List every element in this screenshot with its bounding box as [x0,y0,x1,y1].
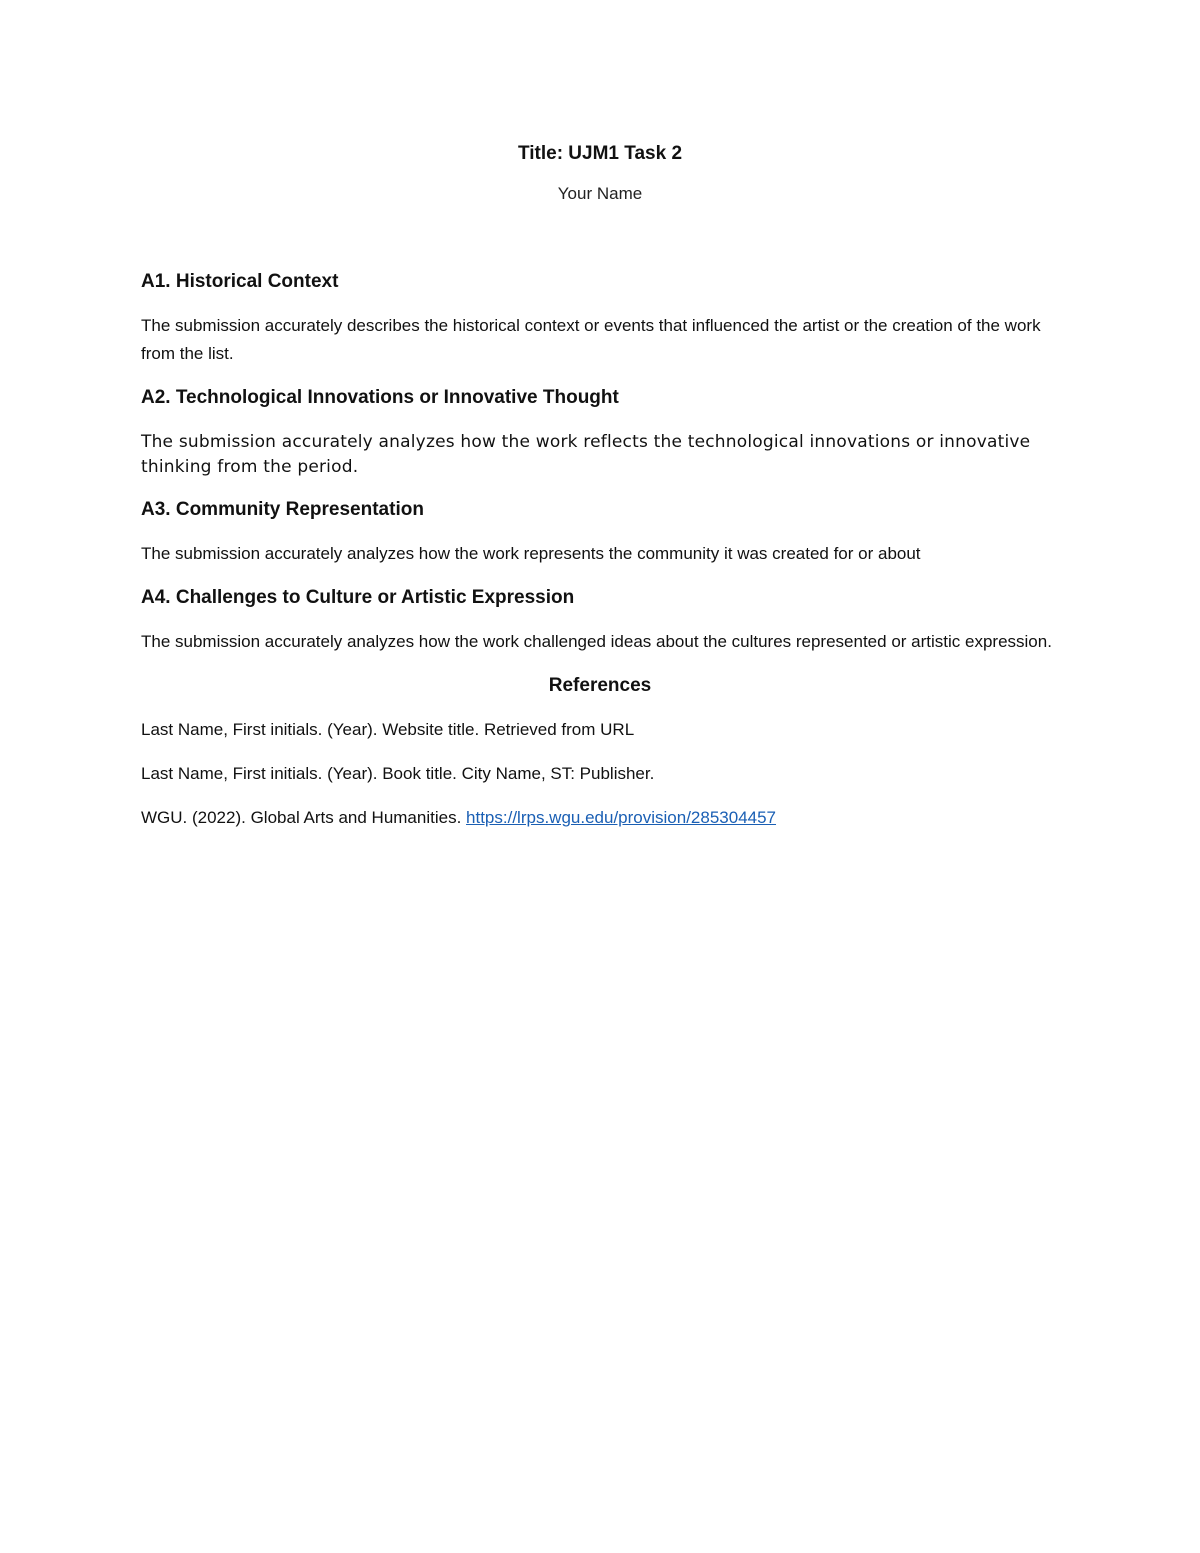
section-heading-a3: A3. Community Representation [141,499,424,520]
reference-entry-wgu [141,804,1059,832]
reference-link[interactable]: https://lrps.wgu.edu/provision/285304457 [466,808,777,827]
references-heading: References [548,675,652,696]
document-content [141,138,1059,832]
section-body-a4: The submission accurately analyzes how the work challenged ideas about the cultures represented or artistic expression. [141,632,1052,651]
section-body-a3: The submission accurately analyzes how the work represents the community it was created for or about [141,544,921,563]
section-heading-a2: A2. Technological Innovations or Innovative Thought [141,387,619,408]
author-name: Your Name [557,184,643,203]
reference-entry-website: Last Name, First initials. (Year). Website title. Retrieved from URL [141,720,635,739]
document-title: Title: UJM1 Task 2 [517,143,683,164]
reference-entry-book: Last Name, First initials. (Year). Book title. City Name, ST: Publisher. [141,764,655,783]
reference-wgu-text: WGU. (2022). Global Arts and Humanities. [141,808,467,827]
section-body-a1: The submission accurately describes the historical context or events that influenced the artist or the creation of the work from the list. [141,316,1041,363]
section-heading-a1: A1. Historical Context [141,271,339,292]
section-heading-a4: A4. Challenges to Culture or Artistic Expression [141,587,575,608]
section-body-a2: The submission accurately analyzes how the work reflects the technological innovations or innovative thinking from the period. [141,432,1031,477]
